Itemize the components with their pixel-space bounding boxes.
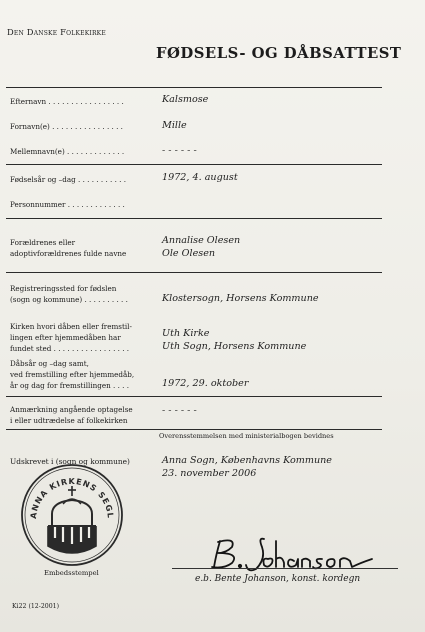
divider xyxy=(6,218,382,219)
document-title: FØDSELS- OG DÅBSATTEST xyxy=(156,45,402,62)
middle-names-label: Mellemnavn(e) . . . . . . . . . . . . . xyxy=(10,147,125,156)
issued-label: Udskrevet i (sogn og kommune) xyxy=(10,457,130,466)
svg-text:ANNA KIRKENS SEGL xyxy=(29,477,115,519)
parent-1-value: Annalise Olesen xyxy=(162,235,241,246)
surname-value: Kalsmose xyxy=(162,94,209,105)
baptism-parish-value: Uth Sogn, Horsens Kommune xyxy=(162,341,307,352)
form-code: Ki22 (12-2001) xyxy=(12,603,59,610)
signature-line xyxy=(172,568,398,569)
parents-label-line-1: Forældrenes eller xyxy=(10,238,76,247)
divider xyxy=(6,396,382,397)
birth-registration-value: Klostersogn, Horsens Kommune xyxy=(162,293,319,304)
stamp-label: Embedsstempel xyxy=(44,569,99,577)
remarks-label-line-2: i eller udtrædelse af folkekirken xyxy=(10,416,128,425)
church-icon xyxy=(48,486,96,553)
baptism-church-label-line-1: Kirken hvori dåben eller fremstil- xyxy=(10,322,132,331)
parent-2-value: Ole Olesen xyxy=(162,248,216,259)
baptism-date-label-line-1: Dåbsår og –dag samt, xyxy=(10,359,89,368)
seal-text: ANNA KIRKENS SEGL xyxy=(28,476,116,520)
baptism-date-value: 1972, 29. oktober xyxy=(162,378,249,389)
first-names-value: Mille xyxy=(162,120,187,131)
middle-names-value: - - - - - - xyxy=(162,145,197,156)
issued-place-value: Anna Sogn, Københavns Kommune xyxy=(162,455,332,466)
remarks-value: - - - - - - xyxy=(162,405,197,416)
church-name: Den Danske Folkekirke xyxy=(7,27,106,37)
signer-name: e.b. Bente Johanson, konst. kordegn xyxy=(195,574,361,584)
birth-registration-label-line-2: (sogn og kommune) . . . . . . . . . . xyxy=(10,295,128,304)
divider xyxy=(6,429,382,430)
baptism-church-label-line-3: fundet sted . . . . . . . . . . . . . . . . . xyxy=(10,344,130,353)
first-names-label: Fornavn(e) . . . . . . . . . . . . . . . . xyxy=(10,122,123,131)
birth-date-value: 1972, 4. august xyxy=(162,172,238,183)
divider xyxy=(6,164,382,165)
baptism-date-label-line-2: ved fremstilling efter hjemmedåb, xyxy=(10,370,135,379)
remarks-label-line-1: Anmærkning angående optagelse xyxy=(10,405,133,414)
divider xyxy=(6,272,382,273)
baptism-church-value: Uth Kirke xyxy=(162,328,210,339)
baptism-date-label-line-3: år og dag for fremstillingen . . . . xyxy=(10,381,130,390)
baptism-church-label-line-2: lingen efter hjemmedåben har xyxy=(10,333,121,342)
cpr-label: Personnummer . . . . . . . . . . . . . xyxy=(10,200,125,209)
parents-label-line-2: adoptivforældrenes fulde navne xyxy=(10,249,127,258)
church-seal xyxy=(19,460,125,566)
issued-date-value: 23. november 2006 xyxy=(162,468,257,479)
birth-date-label: Fødselsår og –dag . . . . . . . . . . . xyxy=(10,175,127,184)
birth-registration-label-line-1: Registreringssted for fødslen xyxy=(10,284,117,293)
divider xyxy=(6,87,382,88)
agreement-note: Overensstemmelsen med ministerialbogen bevidnes xyxy=(159,432,334,440)
surname-label: Efternavn . . . . . . . . . . . . . . . . . xyxy=(10,97,124,106)
